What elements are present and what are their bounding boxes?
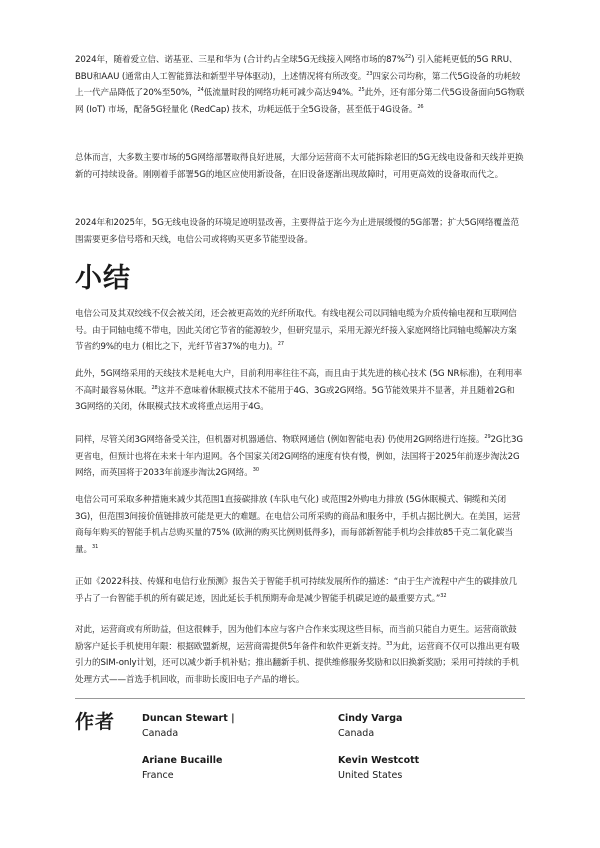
paragraph-text: 2024年和2025年，5G无线电设备的环境足迹明显改善，主要得益于迄今为止进展缓慢的5G部署；扩大5G网络覆盖范围需要更多信号塔和天线，电信公司或将购买更多节能型设备。 [75,218,519,245]
author-card [142,753,222,783]
paragraph-text: 2G比3G更省电，但预计也将在未来十年内退网。各个国家关闭2G网络的速度有快有慢，例如，法国将于2025年前逐步淘汰2G网络，而英国将于2033年前逐步淘汰2G网络。 [75,435,523,478]
paragraph-text: 对此，运营商或有所助益，但这很棘手，因为他们本应与客户合作来实现这些目标，而当前只能自力更生。运营商欲鼓励客户延长手机使用年限：根据欧盟新规，运营商需提供5年备件和软件更新支持。 [75,625,517,652]
footnote-ref: 27 [277,341,284,348]
paragraph [75,622,525,688]
author-name: Cindy Varga [338,713,403,724]
paragraph [75,366,525,416]
paragraph-text: 电信公司及其双绞线不仅会被关闭，还会被更高效的光纤所取代。有线电视公司以同轴电缆为介质传输电视和互联网信号。由于同轴电缆不带电，因此关闭它节省的能源较少，但研究显示，采用无源光纤接入家庭网络比同轴电缆解决方案节省约9%的电力 (相比之下，光纤节省37%的电力)。 [75,309,517,352]
footnote-ref: 33 [386,640,393,647]
paragraph [75,306,525,356]
footnote-ref: 22 [404,54,412,61]
author-location: United States [338,770,403,781]
footnote-ref: 30 [252,467,259,474]
footnote-ref: 32 [440,592,447,599]
paragraph-text: 正如《2022科技、传媒和电信行业预测》报告关于智能手机可持续发展所作的描述：“由于生产流程中产生的碳排放几乎占了一台智能手机的所有碳足迹，因此延长手机预期寿命是减少智能手机碳足迹的最重要方式。” [75,577,518,604]
paragraph-text: 为此，运营商不仅可以推出更有吸引力的SIM-only计划，还可以减少新手机补贴；推出翻新手机、提供维修服务奖励和以旧换新奖励；采用可持续的手机处理方式——首选手机回收，而非助长废旧电子产品的增长。 [75,641,520,685]
author-card [338,711,402,741]
author-name: Ariane Bucaille [142,755,223,766]
paragraph-text: 同样，尽管关闭3G网络备受关注，但机器对机器通信、物联网通信 (例如智能电表) 仍使用2G网络进行连接。 [75,435,485,445]
author-card [142,711,235,741]
paragraph [75,150,525,183]
footnote-ref: 24 [197,87,204,94]
author-location: Canada [142,728,179,739]
paragraph-text: 这并不意味着休眠模式技术不能用于4G、3G或2G网络。5G节能效果并不显著，并且随着2G和3G网络的关闭，休眠模式技术或将重点运用于4G。 [75,385,515,412]
section-heading-summary: 小结 [75,263,131,294]
divider [75,698,525,699]
paragraph-text: 此外，5G网络采用的天线技术是耗电大户，目前利用率往往不高，而且由于其先进的核心技术 (5G NR标准)，在利用率不高时最容易休眠。 [75,369,523,396]
footnote-ref: 29 [484,434,491,441]
paragraph [75,52,525,118]
paragraph [75,432,525,482]
paragraph [75,574,525,607]
paragraph [75,492,525,558]
footnote-ref: 25 [358,87,365,94]
paragraph-text: 电信公司可采取多种措施来减少其范围1直接碳排放 (车队电气化) 或范围2外购电力排放 (5G休眠模式、铜缆和关闭3G)，但范围3间接价值链排放可能是更大的难题。在电信公司所采购的商品和服务中，手机占据比例大。在美国，运营商每年购买的智能手机占总购买量的75% (欧洲的购买比例则低得多)，而每部新智能手机均会排放85千克二氧化碳当量。 [75,495,521,555]
footnote-ref: 31 [92,543,99,550]
author-name: Kevin Westcott [338,755,420,766]
paragraph-text: 四家公司均称，第二代5G设备的功耗较上一代产品降低了20%至50%， [75,71,521,98]
authors-heading: 作者 [75,711,116,733]
paragraph-text: 总体而言，大多数主要市场的5G网络部署取得良好进展，大部分运营商不太可能拆除老旧的5G无线电设备和天线并更换新的可持续设备。刚刚着手部署5G的地区应使用新设备，在旧设备逐渐出现故障时，可用更高效的设备取而代之。 [75,153,524,180]
footnote-ref: 26 [417,103,424,110]
author-location: Canada [338,728,375,739]
author-card [338,753,419,783]
footnote-ref: 28 [151,384,158,391]
author-name: Duncan Stewart | [142,713,235,724]
author-location: France [142,770,174,781]
paragraph-text: 此外，还有部分第二代5G设备面向5G物联网 (IoT) 市场，配备5G轻量化 (RedCap) 技术，功耗远低于全5G设备，甚至低于4G设备。 [75,88,525,115]
paragraph-text: 2024年，随着爱立信、诺基亚、三星和华为 (合计约占全球5G无线接入网络市场的87% [75,55,405,65]
footnote-ref: 23 [366,70,373,77]
paragraph [75,215,525,248]
paragraph-text: 低流量时段的网络功耗可减少高达94%。 [203,88,359,98]
paragraph-text: ) 引入能耗更低的5G RRU、BBU和AAU (通常由人工智能算法和新型半导体驱动)，上述情况将有所改变。 [75,55,518,82]
